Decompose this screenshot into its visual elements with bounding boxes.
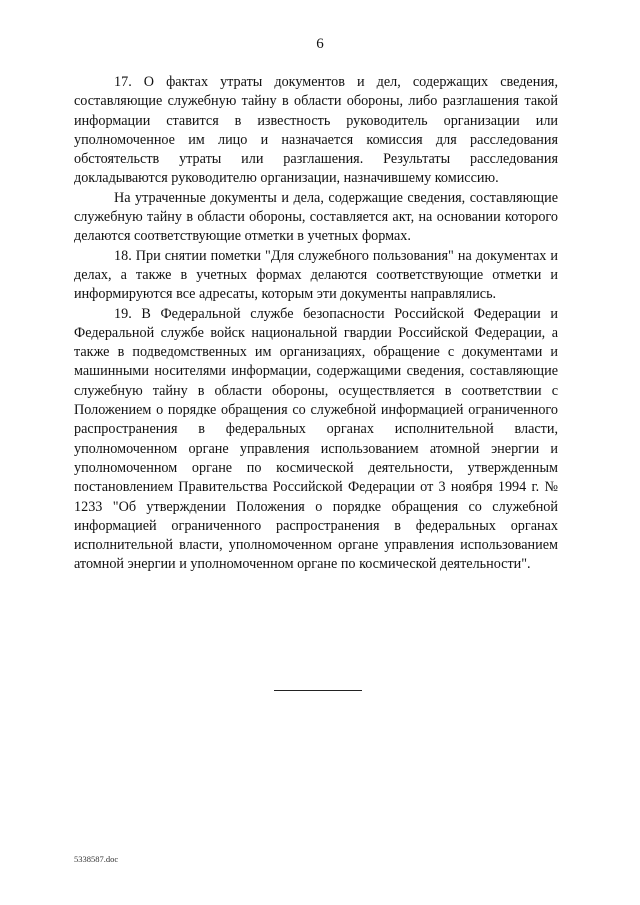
paragraph-19: 19. В Федеральной службе безопасности Российской Федерации и Федеральной службе войск национальной гвардии Российской Федерации, а также в подведомственных им организациях, обращение с документами и машинными носителями информации, содержащими сведения, составляющие служебную тайну в области обороны, осуществляется в соответствии с Положением о порядке обращения со служебной информацией ограниченного распространения в федеральных органах исполнительной власти, уполномоченном органе управления использованием атомной энергии и уполномоченном органе по космической деятельности, утвержденным постановлением Правительства Российской Федерации от 3 ноября 1994 г. № 1233 "Об утверждении Положения о порядке обращения со служебной информацией ограниченного распространения в федеральных органах исполнительной власти, уполномоченном органе управления использованием атомной энергии и уполномоченном органе по космической деятельности". xyxy=(74,305,558,573)
paragraph-18: 18. При снятии пометки "Для служебного пользования" на документах и делах, а также в учетных формах делаются соответствующие отметки и информируются все адресаты, которым эти документы направлялись. xyxy=(74,247,558,303)
page-number: 6 xyxy=(316,36,324,52)
document-body xyxy=(74,73,558,575)
document-file-code: 5338587.doc xyxy=(74,854,119,864)
paragraph-17-lost-documents: На утраченные документы и дела, содержащие сведения, составляющие служебную тайну в области обороны, составляется акт, на основании которого делаются соответствующие отметки в учетных формах. xyxy=(74,189,558,245)
end-divider xyxy=(274,690,362,691)
paragraph-17: 17. О фактах утраты документов и дел, содержащих сведения, составляющие служебную тайну в области обороны, либо разглашения такой информации ставится в известность руководитель организации или уполномоченное им лицо и назначается комиссия для расследования обстоятельств утраты или разглашения. Результаты расследования докладываются руководителю организации, назначившему комиссию. xyxy=(74,74,558,187)
